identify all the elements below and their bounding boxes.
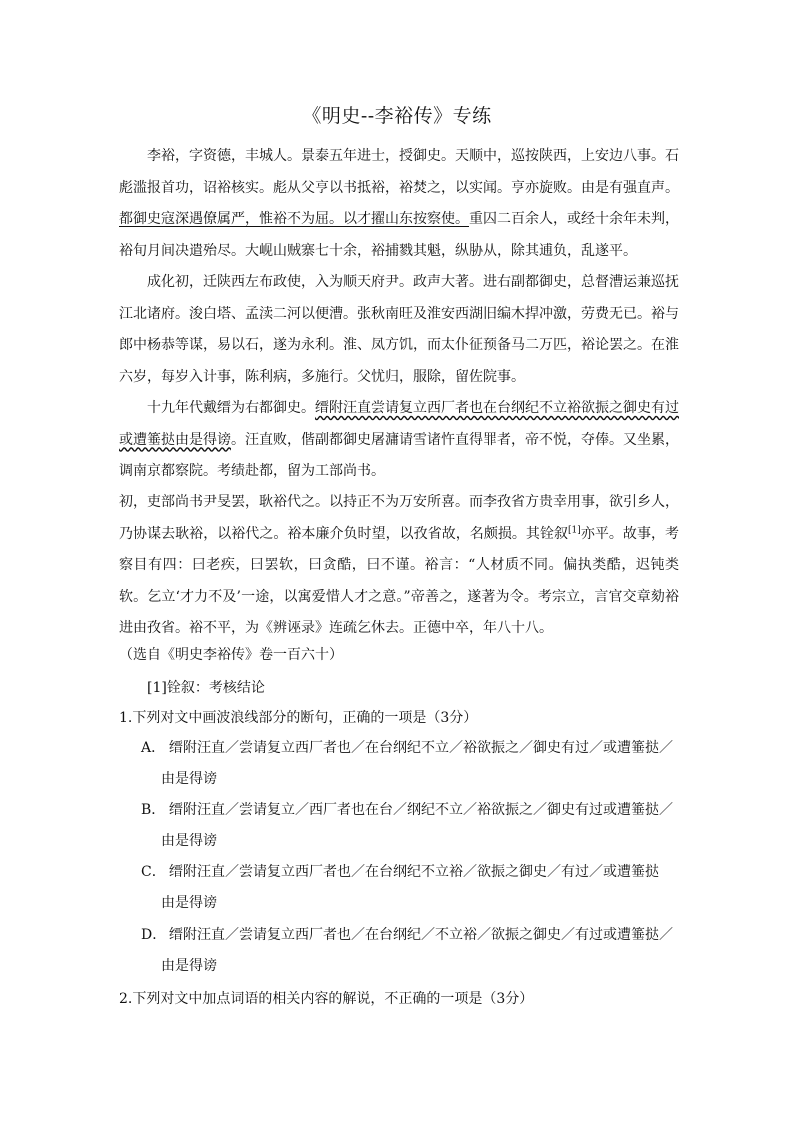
option-b-continued: 由是得谤 (161, 833, 217, 849)
underlined-text: 都御史寇深遇僚属严，惟裕不为屈。以才擢山东按察使。 (119, 211, 469, 227)
source-citation: （选自《明史李裕传》卷一百六十） (119, 647, 343, 663)
option-c-continued: 由是得谤 (161, 895, 217, 911)
passage-paragraph-1 (119, 141, 679, 267)
option-c[interactable] (141, 861, 659, 881)
wavy-underlined-text: 缙附汪直尝请复立西厂者也在台纲纪不立裕欲振之御史有过或遭箠挞由是得谤 (119, 400, 679, 448)
option-a[interactable] (141, 737, 673, 757)
footnote-marker: [1] (568, 524, 581, 535)
page-title: 《明史--李裕传》专练 (302, 105, 492, 127)
footnote: [1]铨叙：考核结论 (147, 680, 265, 696)
passage-text: 初，吏部尚书尹旻罢，耿裕代之。以持正不为万安所喜。而李孜省方贵幸用事，欲引乡人，乃协谋去耿裕，以裕代之。裕本廉介负时望，以孜省故，名颇损。其铨叙 (119, 494, 679, 542)
question-2-stem: 2.下列对文中加点词语的相关内容的解说，不正确的一项是（3分） (119, 991, 534, 1007)
option-text: 缙附汪直／尝请复立西厂者也／在台纲纪不立／裕欲振之／御史有过／或遭箠挞／ (169, 740, 673, 756)
passage-text: 。汪直败，偕副都御史屠滽请雪诸忤直得罪者，帝不悦，夺俸。又坐累，调南京都察院。考绩赴都，留为工部尚书。 (119, 431, 679, 479)
passage-paragraph-4 (119, 487, 679, 645)
option-text: 缙附汪直／尝请复立／西厂者也在台／纲纪不立／裕欲振之／御史有过或遭箠挞／ (169, 802, 673, 818)
question-1-stem: 1.下列对文中画波浪线部分的断句，正确的一项是（3分） (119, 710, 478, 726)
passage-paragraph-2: 成化初，迁陕西左布政使，入为顺天府尹。政声大著。进右副都御史，总督漕运兼巡抚江北诸府。浚白塔、孟渎二河以便漕。张秋南旺及淮安西湖旧编木捍冲激，劳费无已。裕与郎中杨恭等谋，易以石，遂为永利。淮、凤方饥，而太仆征预备马二万匹，裕论罢之。在淮六岁，每岁入计事，陈利病，多施行。父忧归，服除，留佐院事。 (119, 274, 679, 385)
option-letter: B． (141, 802, 166, 818)
option-d-continued: 由是得谤 (161, 958, 217, 974)
passage-text: 十九年代戴缙为右都御史。 (147, 400, 315, 416)
option-letter: D． (141, 927, 167, 943)
passage-text: 重囚二百余人，或经十余年未判，裕旬月间决遣殆尽。大岘山贼寨七十余，裕捕戮其魁，纵胁从，除其逋负，乱遂平。 (119, 211, 679, 259)
passage-text: 李裕，字资德，丰城人。景泰五年进士，授御史。天顺中，巡按陕西，上安边八事。石彪滥报首功，诏裕核实。彪从父亨以书抵裕，裕焚之，以实闻。亨亦旋败。由是有强直声。 (119, 148, 679, 196)
option-text: 缙附汪直／尝请复立西厂者也／在台纲纪不立裕／欲振之御史／有过／或遭箠挞 (169, 864, 659, 880)
option-a-continued: 由是得谤 (161, 771, 217, 787)
option-letter: C． (141, 864, 166, 880)
passage-text: 亦平。故事，考察目有四：曰老疾，曰罢软，曰贪酷，曰不谨。裕言：“人材质不同。偏执类酷，迟钝类软。乞立‘才力不及’一途，以寓爱惜人才之意。”帝善之，遂著为令。考宗立，言官交章劾裕进由孜省。裕不平，为《辨诬录》连疏乞休去。正德中卒，年八十八。 (119, 525, 680, 636)
option-text: 缙附汪直／尝请复立西厂者也／在台纲纪／不立裕／欲振之御史／有过或遭箠挞／ (169, 927, 673, 943)
option-letter: A． (141, 740, 166, 756)
passage-paragraph-3 (119, 393, 679, 488)
option-b[interactable] (141, 799, 673, 819)
option-d[interactable] (141, 924, 673, 944)
